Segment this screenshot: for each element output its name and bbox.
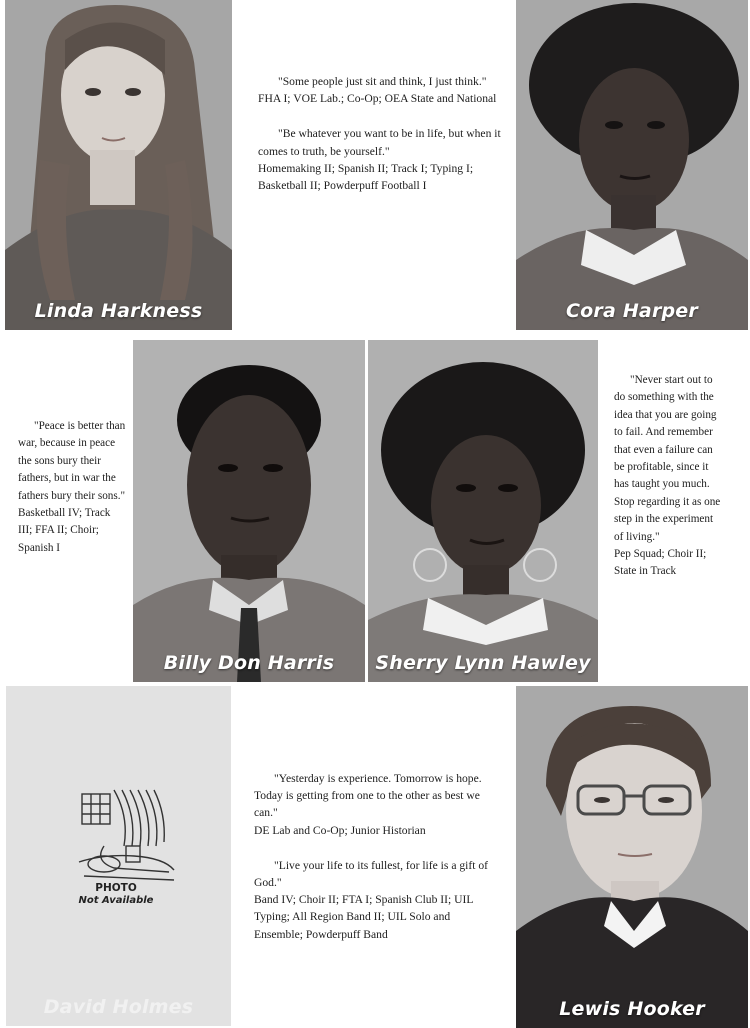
photo-not-available-illustration <box>74 786 184 886</box>
quote-text: "Some people just sit and think, I just think." <box>278 75 487 88</box>
entry-quote-block <box>258 73 502 107</box>
text-block-bottom <box>254 770 498 961</box>
portrait-cora-harper <box>516 0 748 330</box>
activities-text: FHA I; VOE Lab.; Co-Op; OEA State and National <box>258 92 497 106</box>
photo-sherry-lynn-hawley <box>368 340 598 682</box>
entry-quote-block <box>18 418 126 557</box>
portrait-sherry-lynn-hawley <box>368 340 598 682</box>
photo-cora-harper <box>516 0 748 330</box>
quote-text: "Never start out to do something with the idea that you are going to fail. And remember that even a failure can be profitable, since it has taught you much. Stop regarding it as one step in the experiment of living." <box>614 374 721 543</box>
entry-quote-block <box>254 857 498 943</box>
name-caption: David Holmes <box>43 996 194 1018</box>
name-caption: Linda Harkness <box>34 300 203 322</box>
portrait-linda-harkness <box>5 0 232 330</box>
text-block-right-middle <box>614 372 722 599</box>
name-caption: Billy Don Harris <box>163 652 335 674</box>
photo-billy-don-harris <box>133 340 365 682</box>
name-caption: Sherry Lynn Hawley <box>375 652 591 674</box>
entry-quote-block <box>258 125 502 194</box>
quote-text: "Yesterday is experience. Tomorrow is hope. Today is getting from one to the other as best we can." <box>254 772 482 820</box>
activities-text: Homemaking II; Spanish II; Track I; Typing I; Basketball II; Powderpuff Football I <box>258 161 474 193</box>
text-block-top <box>258 73 502 212</box>
portrait-billy-don-harris <box>133 340 365 682</box>
quote-text: "Peace is better than war, because in peace the sons bury their fathers, but in war the fathers bury their sons." <box>18 420 126 502</box>
activities-text: Pep Squad; Choir II; State in Track <box>614 548 707 578</box>
photo-lewis-hooker <box>516 686 748 1028</box>
photo-label: PHOTO <box>95 882 137 894</box>
quote-text: "Live your life to its fullest, for life is a gift of God." <box>254 858 489 890</box>
activities-text: DE Lab and Co-Op; Junior Historian <box>254 823 426 837</box>
name-caption: Lewis Hooker <box>559 998 705 1020</box>
not-available-label: Not Available <box>78 895 154 906</box>
activities-text: Band IV; Choir II; FTA I; Spanish Club II; UIL Typing; All Region Band II; UIL Solo and Ensemble; Powderpuff Band <box>254 893 474 941</box>
photo-david-holmes <box>6 686 231 1026</box>
portrait-lewis-hooker <box>516 686 748 1028</box>
name-caption: Cora Harper <box>566 300 698 322</box>
entry-quote-block <box>254 770 498 839</box>
activities-text: Basketball IV; Track III; FFA II; Choir; Spanish I <box>18 507 111 554</box>
entry-quote-block <box>614 372 722 581</box>
quote-text: "Be whatever you want to be in life, but when it comes to truth, be yourself." <box>258 127 501 158</box>
text-block-left-middle <box>18 418 126 575</box>
photo-linda-harkness <box>5 0 232 330</box>
